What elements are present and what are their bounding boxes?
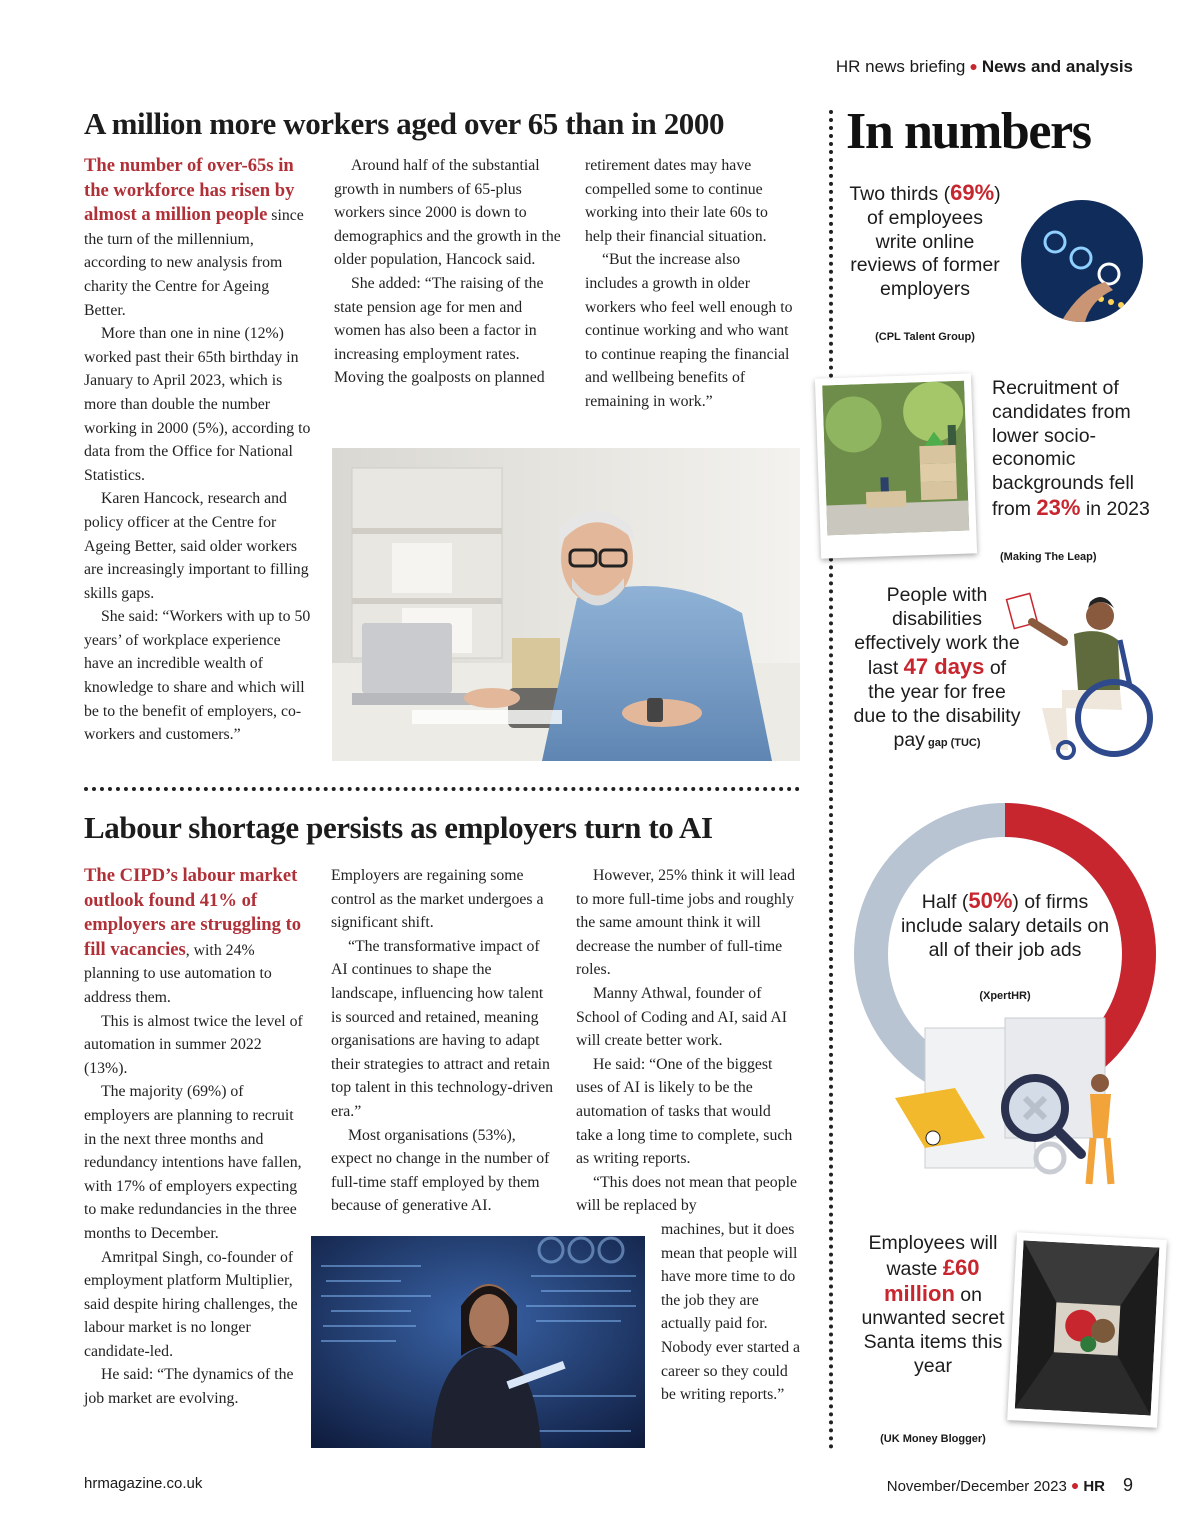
running-header (836, 57, 1133, 77)
secret-santa-photo (1007, 1232, 1167, 1428)
article2-col3 (576, 864, 798, 1218)
article1-lead: The number of over-65s in the workforce has risen by almost a million people (84, 155, 295, 226)
stat5-pre: Employees will waste (868, 1232, 998, 1280)
wheelchair-illustration (1002, 590, 1162, 765)
article1-headline: A million more workers aged over 65 than in 2000 (84, 106, 725, 141)
stat4-pre: Half ( (921, 891, 969, 913)
footer-bullet-icon: ● (1070, 1477, 1080, 1493)
stat-recruitment (992, 377, 1160, 522)
footer-brand: HR (1083, 1478, 1105, 1495)
article1-p0: since the turn of the millennium, according to new analysis from charity the Centre for Ageing Better. (84, 207, 304, 319)
article1-col1 (84, 154, 312, 747)
article2-col1 (84, 864, 306, 1411)
subsection-label: News and analysis (981, 57, 1133, 76)
article2-p4: He said: “The dynamics of the job market are evolving. (84, 1366, 294, 1408)
stat2-pre: Recruitment of candidates from lower socio-economic backgrounds fell from (992, 377, 1135, 520)
stat4-post: ) of firms include salary details on all of their job ads (900, 891, 1110, 961)
stat1-figure: 69% (950, 180, 995, 205)
article2-p7: Most organisations (53%), expect no change in the number of full-time staff employed by them because of generative AI. (331, 1126, 550, 1215)
ai-worker-photo (311, 1236, 645, 1448)
article1-p5: She added: “The raising of the state pension age for men and women has also been a factor in increasing employment rates. Moving the goalposts on planned (334, 274, 545, 387)
job-search-illustration (885, 1008, 1145, 1193)
footer-issue (887, 1475, 1133, 1496)
stat1-pre: Two thirds ( (849, 183, 951, 205)
sidebar-divider (829, 110, 833, 1450)
article2-p0: , with 24% planning to use automation to address them. (84, 941, 272, 1006)
article1-p2: Karen Hancock, research and policy officer at the Centre for Ageing Better, said older workers are increasingly important to filling skills gaps. (84, 490, 309, 602)
article2-p3: Amritpal Singh, co-founder of employment platform Multiplier, said despite hiring challenges, the labour market is no longer candidate-led. (84, 1248, 298, 1360)
stat-salary-details (900, 889, 1110, 962)
footer-site: hrmagazine.co.uk (84, 1475, 203, 1492)
stat2-source: (Making The Leap) (1000, 551, 1097, 563)
article2-p8: However, 25% think it will lead to more full-time jobs and roughly the same amount think it will decrease the number of full-time roles. (576, 867, 796, 979)
article2-p5: Employers are regaining some control as the market undergoes a significant shift. (331, 867, 544, 932)
stat1-source: (CPL Talent Group) (875, 331, 975, 343)
sidebar-title: In numbers (846, 103, 1091, 160)
article2-p1: This is almost twice the level of automation in summer 2022 (13%). (84, 1012, 303, 1077)
article1-p1: More than one in nine (12%) worked past their 65th birthday in January to April 2023, which is more than double the number working in 2000 (5%), according to data from the Office for National Statistics. (84, 325, 311, 484)
article2-lead: The CIPD’s labour market outlook found 41% of employers are struggling to fill vacancies (84, 865, 302, 960)
article2-p11: “This does not mean that people will be replaced by (576, 1173, 797, 1215)
stat2-figure: 23% (1036, 494, 1081, 520)
article1-col2 (334, 154, 564, 390)
stat5-source: (UK Money Blogger) (880, 1433, 986, 1445)
stat5-post: on unwanted secret Santa items this year (861, 1283, 1005, 1377)
article2-headline: Labour shortage persists as employers turn to AI (84, 810, 713, 845)
stat5-figure: £60 million (884, 1254, 980, 1306)
stat-disability-pay (852, 584, 1022, 756)
recruitment-photo (815, 373, 977, 558)
stat-secret-santa (858, 1232, 1008, 1379)
article2-col3-wrap (661, 1218, 801, 1407)
section-divider (84, 787, 800, 791)
stat3-source: gap (TUC) (924, 736, 981, 749)
article1-p4: Around half of the substantial growth in numbers of 65-plus workers since 2000 is down to demographics and the growth in the older population, Hancock said. (334, 157, 561, 269)
article2-p12: machines, but it does mean that people will have more time to do the job they are actually paid for. Nobody ever started a career so they could be writing reports.” (661, 1221, 801, 1404)
section-label: HR news briefing (835, 57, 966, 76)
page-number: 9 (1122, 1475, 1133, 1495)
article1-p6: retirement dates may have compelled some to continue working into their late 60s to help their financial situation. (585, 157, 768, 245)
article1-col3 (585, 154, 795, 414)
reviews-photo (1021, 200, 1143, 322)
bullet-icon: ● (969, 58, 978, 74)
stat3-pre: People with disabilities effectively work the last (854, 584, 1020, 680)
article2-p6: “The transformative impact of AI continues to shape the landscape, influencing how talent is sourced and retained, meaning organisations are having to adapt their strategies to attract and retain top talent in this technology-driven era.” (331, 937, 553, 1120)
older-worker-photo (332, 448, 800, 761)
article2-col2 (331, 864, 557, 1218)
stat-online-reviews (844, 181, 1006, 302)
stat2-post: in 2023 (1080, 497, 1150, 520)
stat4-figure: 50% (968, 888, 1013, 913)
stat3-post: of the year for free due to the disability pay (853, 657, 1021, 751)
stat1-post: ) of employees write online reviews of former employers (850, 183, 1001, 301)
article1-p3: She said: “Workers with up to 50 years’ of workplace experience have an incredible wealth of knowledge to share and which will be to the benefit of employers, co-workers and customers.” (84, 608, 311, 744)
footer-issue-date: November/December 2023 (886, 1478, 1067, 1495)
stat3-figure: 47 days (903, 654, 985, 680)
stat4-source: (XpertHR) (979, 990, 1031, 1002)
article2-p10: He said: “One of the biggest uses of AI is likely to be the automation of tasks that would take a long time to complete, such as writing reports. (576, 1055, 793, 1168)
article2-p2: The majority (69%) of employers are planning to recruit in the next three months and redundancy intentions have fallen, with 17% of employers expecting to make redundancies in the three months to December. (84, 1083, 302, 1242)
article2-p9: Manny Athwal, founder of School of Coding and AI, said AI will create better work. (576, 984, 788, 1050)
article1-p7: “But the increase also includes a growth in older workers who feel well enough to continue working and who want to continue reaping the financial and wellbeing benefits of remaining in work.” (585, 251, 793, 410)
